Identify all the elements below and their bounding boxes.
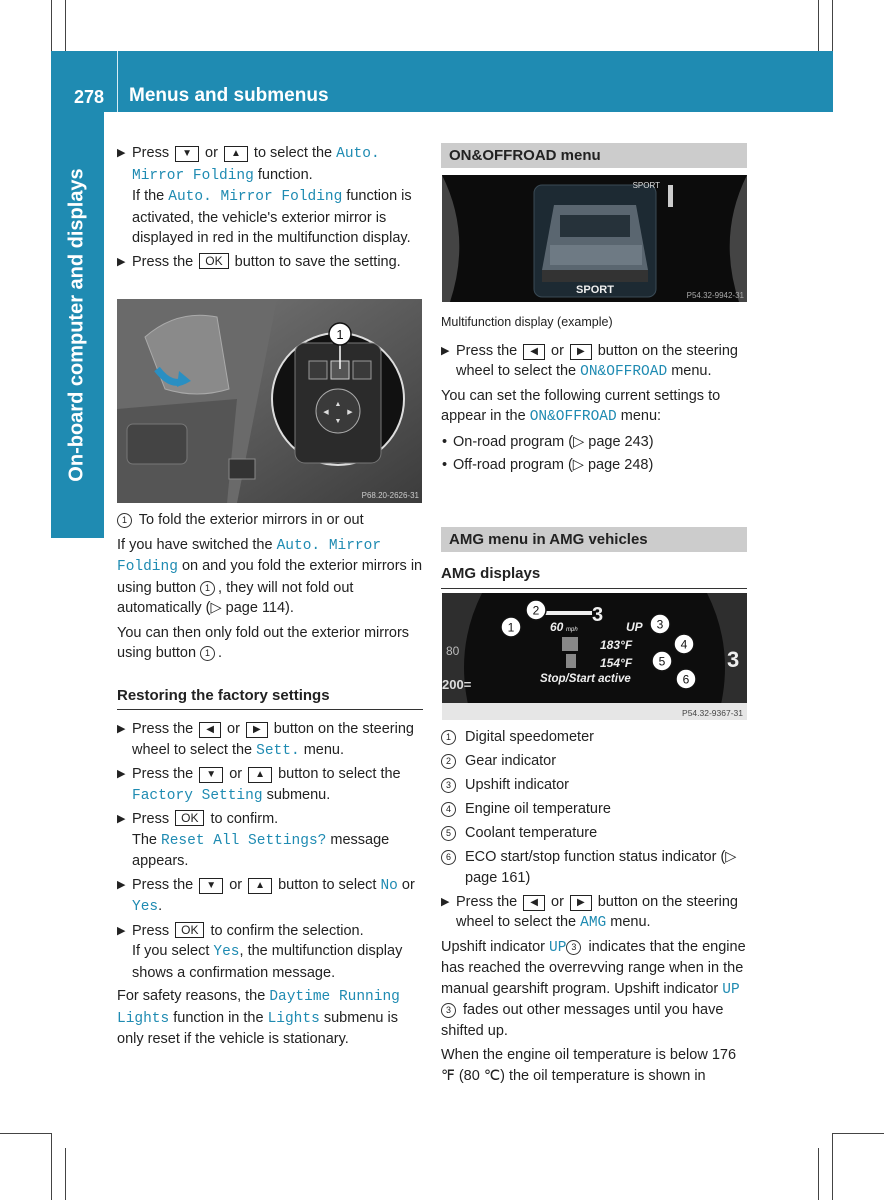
menu-term: Reset All Settings? bbox=[161, 832, 327, 849]
instruction-step: ▶ Press the ◀ or ▶ button on the steering wheel to select the Sett. menu. bbox=[117, 721, 414, 759]
right-column-amg bbox=[441, 527, 747, 598]
crop-mark bbox=[51, 1133, 52, 1200]
crop-mark bbox=[818, 0, 819, 52]
figure-code: P54.32-9367-31 bbox=[682, 708, 743, 718]
paragraph: When the engine oil temperature is below 176 ℉ (80 ℃) the oil temperature is shown in bbox=[441, 1047, 737, 1084]
menu-term: Lights bbox=[267, 1010, 320, 1027]
up-key-icon: ▲ bbox=[224, 146, 248, 162]
svg-text:▶: ▶ bbox=[347, 409, 353, 416]
menu-term: Sett. bbox=[256, 742, 300, 759]
svg-text:60: 60 bbox=[550, 620, 564, 634]
bullet-arrow-icon: ▶ bbox=[117, 813, 126, 825]
section-bar: ON&OFFROAD menu bbox=[441, 143, 747, 168]
instruction-step: ▶ Press OK to confirm the selection. If you select Yes, the multifunction display shows a confirmation message. bbox=[117, 922, 403, 981]
bullet-arrow-icon: ▶ bbox=[117, 878, 126, 891]
right-column-lower bbox=[441, 727, 747, 1090]
list-item: • Off-road program (▷ page 248) bbox=[442, 457, 654, 473]
menu-term: Auto. Mirror Folding bbox=[117, 537, 382, 575]
callout-number: 2 bbox=[441, 754, 456, 769]
left-key-icon: ◀ bbox=[523, 895, 545, 911]
paragraph: You can set the following current settings to appear in the ON&OFFROAD menu: bbox=[441, 387, 721, 425]
crop-mark bbox=[818, 1148, 819, 1200]
instruction-step: ▶ Press the ▼ or ▲ button to select No or Yes. bbox=[117, 876, 415, 915]
callout-number: 3 bbox=[441, 778, 456, 793]
bullet-arrow-icon: ▶ bbox=[117, 924, 126, 937]
down-key-icon: ▼ bbox=[199, 767, 223, 783]
left-column bbox=[117, 143, 423, 275]
section-heading: AMG displays bbox=[441, 564, 747, 589]
menu-term: AMG bbox=[580, 915, 607, 931]
legend-item bbox=[441, 847, 747, 888]
figure-caption: 1 To fold the exterior mirrors in or out bbox=[117, 510, 423, 531]
callout-number: 4 bbox=[441, 802, 456, 817]
callout-number: 1 bbox=[441, 730, 456, 745]
menu-term: Yes bbox=[132, 899, 159, 915]
left-column-lower bbox=[117, 510, 423, 1054]
bullet-arrow-icon: ▶ bbox=[117, 255, 126, 268]
crop-mark bbox=[0, 1133, 52, 1134]
menu-term: Daytime Running Lights bbox=[117, 989, 400, 1027]
svg-text:200=: 200= bbox=[442, 677, 472, 692]
section-heading: Restoring the factory settings bbox=[117, 686, 423, 711]
legend-text: Engine oil temperature bbox=[465, 801, 611, 817]
legend-item bbox=[441, 775, 747, 796]
svg-text:80: 80 bbox=[446, 644, 460, 658]
instruction-step: ▶ Press the ◀ or ▶ button on the steering wheel to select the AMG menu. bbox=[441, 893, 738, 931]
callout-number: 5 bbox=[441, 826, 456, 841]
right-column-middle bbox=[441, 312, 747, 476]
right-key-icon: ▶ bbox=[570, 895, 592, 911]
onoffroad-display-photo bbox=[442, 175, 747, 302]
crop-mark bbox=[65, 0, 66, 52]
page-number: 278 bbox=[74, 87, 105, 107]
legend-text: Coolant temperature bbox=[465, 825, 598, 841]
paragraph: If you have switched the Auto. Mirror Folding on and you fold the exterior mirrors in using button 1 , they will not fold out automatically (▷ page 114). bbox=[117, 536, 423, 616]
left-key-icon: ◀ bbox=[523, 344, 545, 360]
bullet-arrow-icon: ▶ bbox=[117, 147, 126, 159]
menu-term: Factory Setting bbox=[132, 787, 263, 804]
up-key-icon: ▲ bbox=[248, 878, 272, 894]
callout-legend bbox=[441, 727, 747, 888]
menu-term: Auto. Mirror Folding bbox=[168, 189, 343, 205]
right-column bbox=[441, 143, 747, 168]
page-header bbox=[51, 51, 833, 112]
legend-text: Upshift indicator bbox=[465, 777, 569, 793]
menu-term: ON&OFFROAD bbox=[529, 409, 617, 425]
legend-item bbox=[441, 727, 747, 748]
instruction-step: ▶ Press the ◀ or ▶ button on the steering wheel to select the ON&OFFROAD menu. bbox=[441, 342, 738, 380]
menu-term: UP bbox=[722, 981, 740, 998]
svg-text:UP: UP bbox=[626, 620, 643, 634]
svg-text:2: 2 bbox=[532, 603, 540, 618]
crop-mark bbox=[51, 0, 52, 52]
svg-text:▲: ▲ bbox=[334, 401, 342, 408]
svg-text:154°F: 154°F bbox=[600, 656, 633, 670]
instruction-step: ▶ Press the OK button to save the setting. bbox=[117, 252, 423, 273]
svg-text:▼: ▼ bbox=[334, 418, 342, 425]
svg-text:4: 4 bbox=[680, 637, 688, 652]
crop-mark bbox=[832, 1133, 833, 1200]
paragraph: For safety reasons, the Daytime Running Lights function in the Lights submenu is only reset if the vehicle is stationary. bbox=[117, 988, 400, 1047]
side-tab-label: On-board computer and displays bbox=[65, 168, 88, 482]
bullet-arrow-icon: ▶ bbox=[441, 895, 450, 908]
amg-display-photo bbox=[442, 593, 747, 720]
legend-text: Gear indicator bbox=[465, 753, 557, 769]
left-key-icon: ◀ bbox=[199, 722, 221, 738]
legend-item bbox=[441, 823, 747, 844]
bullet-arrow-icon: ▶ bbox=[117, 723, 126, 735]
callout-number: 1 bbox=[200, 581, 215, 596]
callout-number: 1 bbox=[117, 513, 132, 528]
right-key-icon: ▶ bbox=[570, 344, 592, 360]
list-item: • On-road program (▷ page 243) bbox=[442, 433, 654, 450]
svg-text:mph: mph bbox=[566, 627, 578, 633]
menu-term: ON&OFFROAD bbox=[580, 364, 668, 380]
crop-mark bbox=[832, 1133, 884, 1134]
paragraph: You can then only fold out the exterior mirrors using button 1 . bbox=[117, 624, 410, 661]
legend-item bbox=[441, 751, 747, 772]
crop-mark bbox=[65, 1148, 66, 1200]
svg-text:3: 3 bbox=[592, 604, 604, 626]
callout-number: 3 bbox=[441, 1003, 456, 1018]
figure-caption: Multifunction display (example) bbox=[441, 315, 613, 329]
svg-text:6: 6 bbox=[682, 672, 690, 687]
mirror-switch-photo bbox=[117, 299, 422, 503]
menu-term: Auto. Mirror Folding bbox=[132, 146, 380, 184]
svg-text:1: 1 bbox=[336, 327, 344, 342]
paragraph: Upshift indicator UP 3 indicates that the engine has reached the overrevving range when in the manual gearshift program. Upshift indicator UP3 fades out other messages until you have shifted up. bbox=[441, 938, 746, 1039]
instruction-step: ▶ Press ▼ or ▲ to select the Auto. Mirror Folding function. If the Auto. Mirror Folding function is activated, the vehicle's exterior mirror is displayed in red in the multifunction display. bbox=[117, 145, 412, 246]
svg-text:5: 5 bbox=[658, 654, 666, 669]
page-title: Menus and submenus bbox=[129, 85, 329, 106]
svg-text:3: 3 bbox=[656, 617, 664, 632]
svg-text:183°F: 183°F bbox=[600, 638, 633, 652]
menu-term: UP bbox=[549, 939, 567, 956]
ok-key-icon: OK bbox=[199, 253, 228, 269]
header-divider bbox=[117, 51, 118, 112]
right-key-icon: ▶ bbox=[246, 722, 268, 738]
callout-number: 3 bbox=[566, 940, 581, 955]
figure-code: P54.32-9942-31 bbox=[686, 291, 744, 300]
svg-text:3: 3 bbox=[727, 647, 740, 672]
bullet-arrow-icon: ▶ bbox=[441, 344, 450, 357]
instruction-step: ▶ Press OK to confirm. The Reset All Settings? message appears. bbox=[117, 811, 390, 869]
section-bar: AMG menu in AMG vehicles bbox=[441, 527, 747, 552]
legend-text: ECO start/stop function status indicator (▷ page 161) bbox=[465, 849, 737, 886]
ok-key-icon: OK bbox=[175, 922, 204, 938]
svg-text:SPORT: SPORT bbox=[632, 181, 660, 190]
svg-text:1: 1 bbox=[507, 620, 515, 635]
bullet-arrow-icon: ▶ bbox=[117, 768, 126, 780]
crop-mark bbox=[832, 0, 833, 52]
menu-term: No bbox=[380, 877, 398, 894]
callout-number: 6 bbox=[441, 850, 456, 865]
svg-text:◀: ◀ bbox=[323, 409, 329, 416]
down-key-icon: ▼ bbox=[199, 878, 223, 894]
up-key-icon: ▲ bbox=[248, 767, 272, 783]
menu-term: Yes bbox=[213, 944, 240, 960]
ok-key-icon: OK bbox=[175, 810, 204, 826]
legend-text: Digital speedometer bbox=[465, 729, 594, 745]
svg-text:Stop/Start active: Stop/Start active bbox=[540, 673, 631, 685]
figure-code: P68.20-2626-31 bbox=[361, 491, 419, 500]
legend-item bbox=[441, 799, 747, 820]
down-key-icon: ▼ bbox=[175, 146, 199, 162]
mirror-switch-illustration bbox=[117, 299, 422, 503]
callout-number: 1 bbox=[200, 646, 215, 661]
svg-text:SPORT: SPORT bbox=[576, 284, 614, 296]
instruction-step: ▶ Press the ▼ or ▲ button to select the Factory Setting submenu. bbox=[117, 766, 401, 804]
